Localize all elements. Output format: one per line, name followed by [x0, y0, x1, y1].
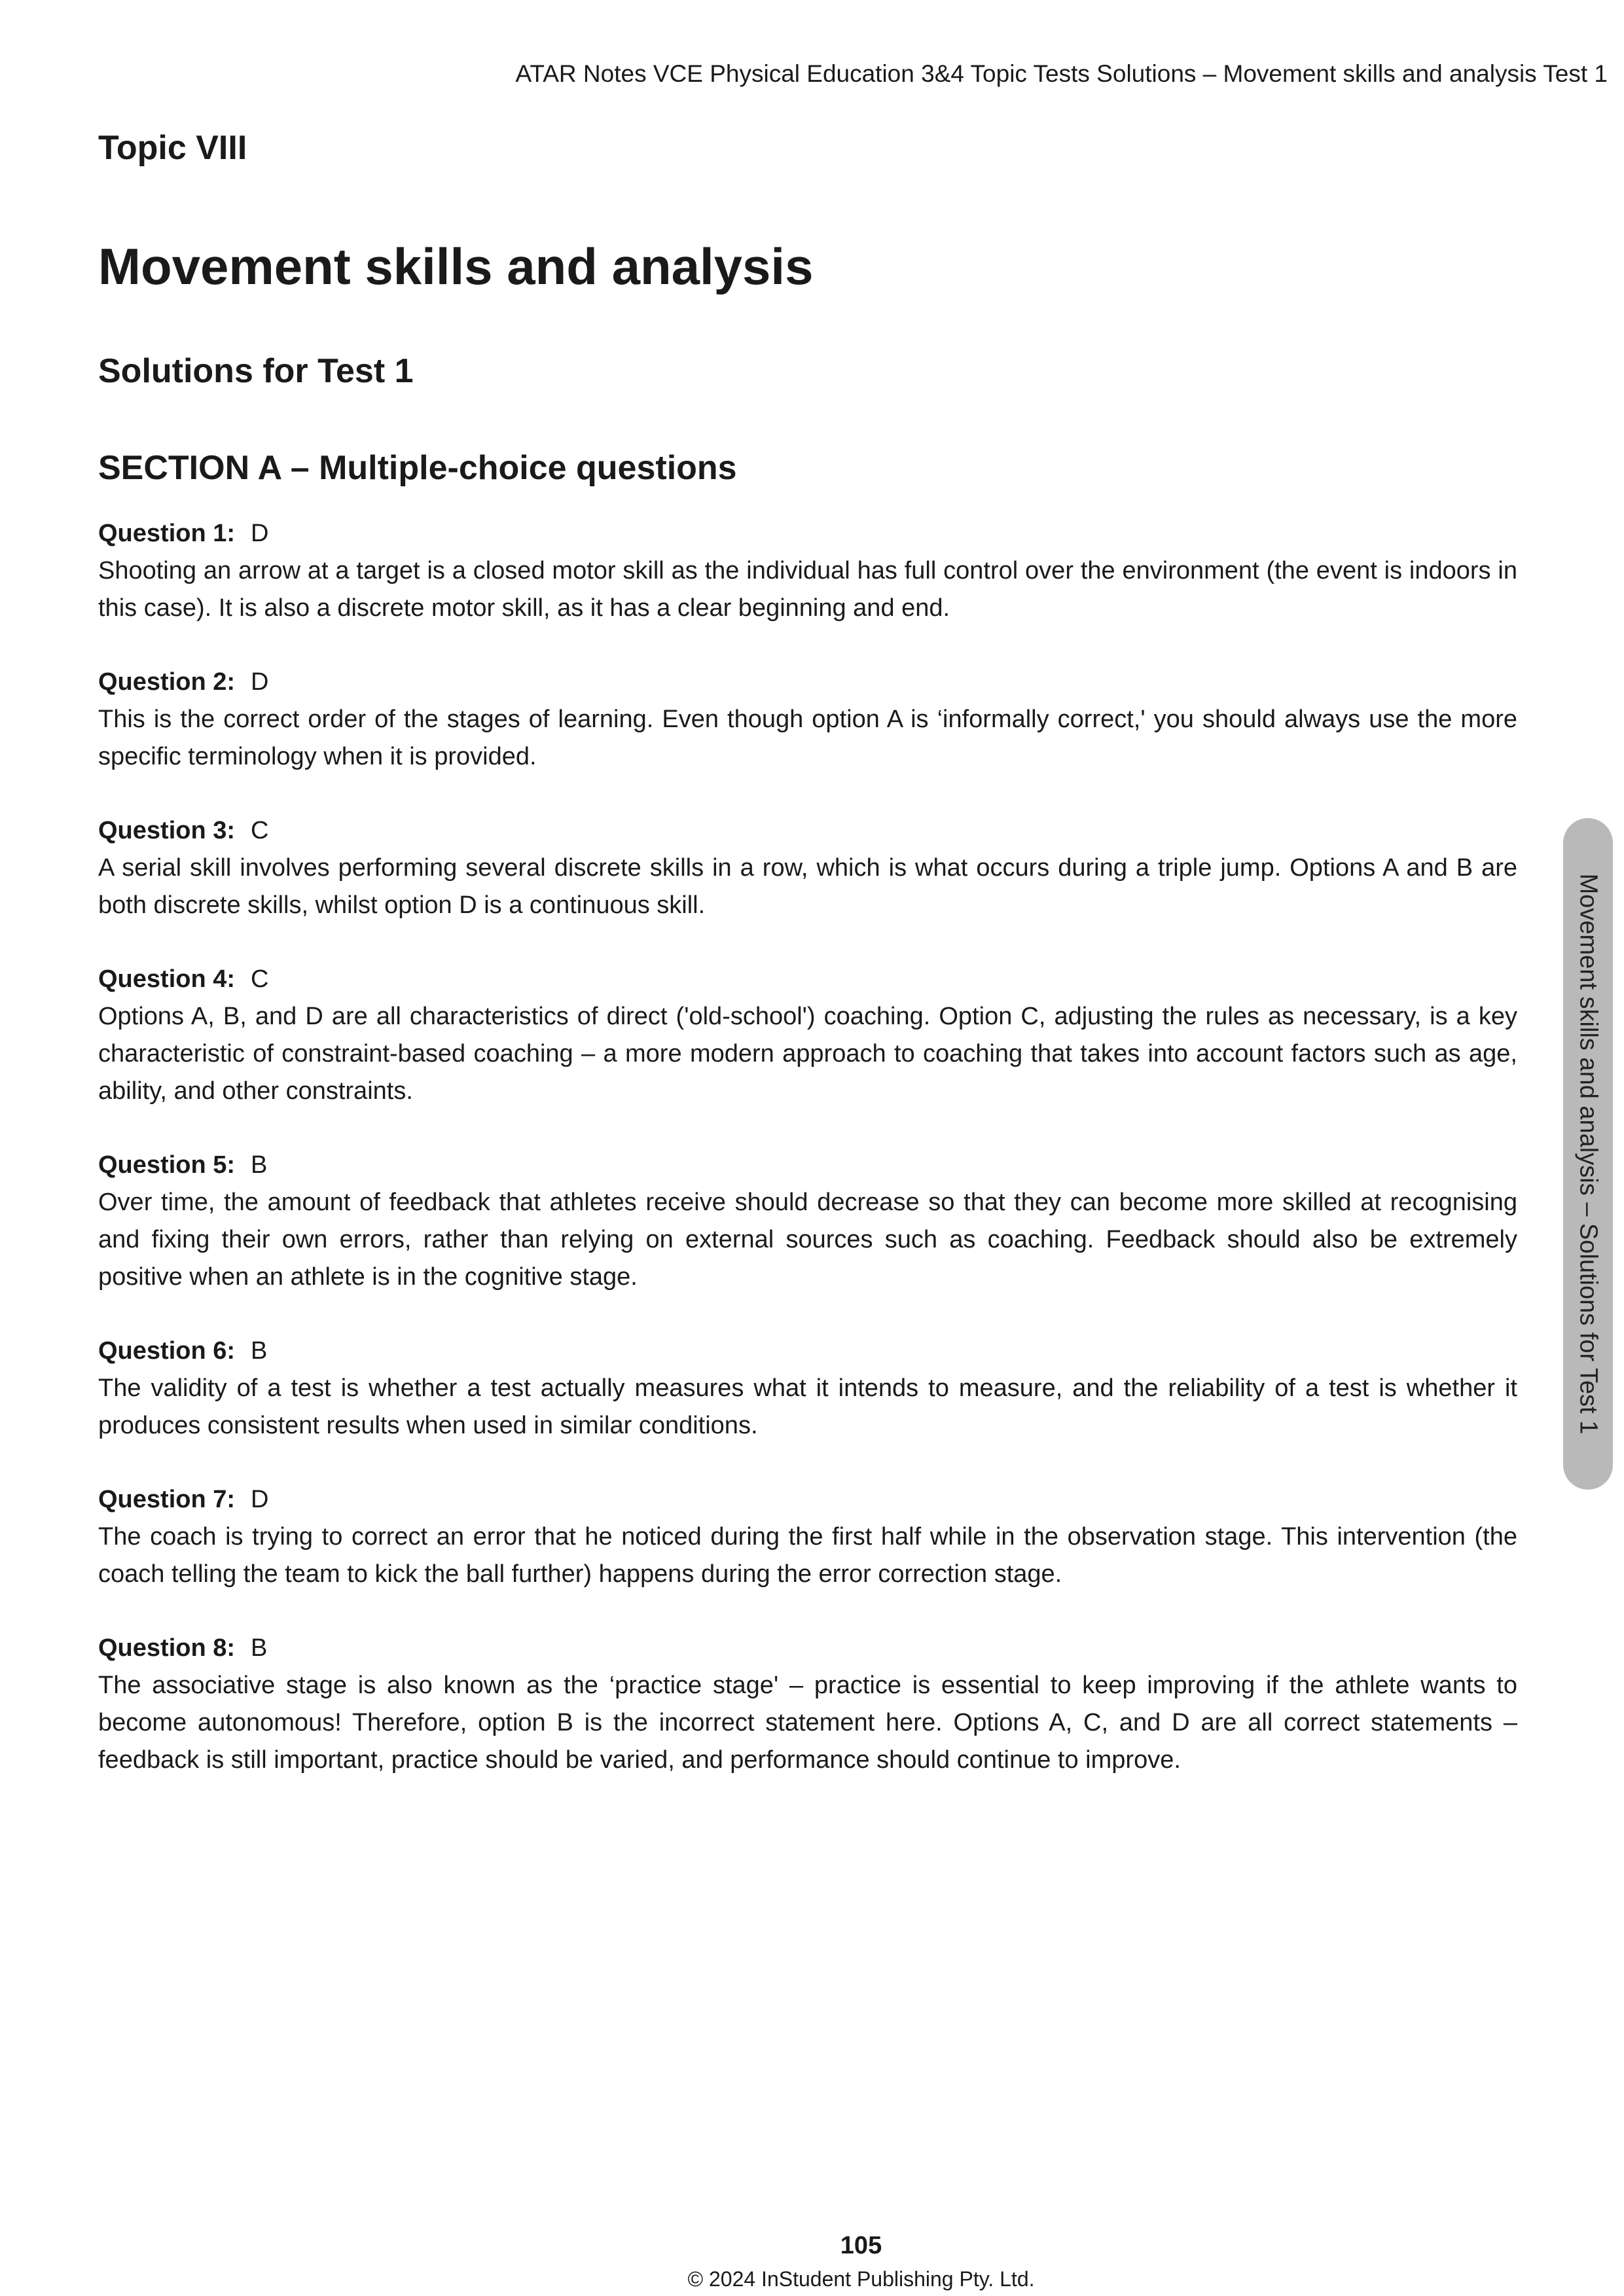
question-label: Question 2:	[98, 668, 236, 696]
question-answer: B	[251, 1337, 268, 1365]
question-answer: B	[251, 1634, 268, 1662]
question-explanation: The associative stage is also known as the ‘practice stage' – practice is essential to keep improving if the athlete wants to become autonomous! Therefore, option B is the incorrect statement here. Options A, C, and D are all correct statements – feedback is still important, practice should be varied, and performance should continue to improve.	[98, 1672, 1517, 1774]
question-item	[98, 1630, 1517, 1779]
question-heading	[98, 1147, 1517, 1184]
page-title: Movement skills and analysis	[98, 238, 814, 295]
question-answer: C	[251, 965, 269, 993]
question-label: Question 3:	[98, 817, 236, 844]
question-item	[98, 1147, 1517, 1296]
question-explanation: The validity of a test is whether a test actually measures what it intends to measure, and the reliability of a test is whether it produces consistent results when used in similar conditions.	[98, 1374, 1517, 1439]
question-explanation: A serial skill involves performing several discrete skills in a row, which is what occurs during a triple jump. Options A and B are both discrete skills, whilst option D is a continuous skill.	[98, 854, 1517, 919]
question-label: Question 4:	[98, 965, 236, 993]
question-item	[98, 664, 1517, 776]
side-tab-label: Movement skills and analysis – Solutions for Test 1	[1574, 873, 1602, 1435]
section-heading: SECTION A – Multiple-choice questions	[98, 449, 737, 487]
question-heading	[98, 961, 1517, 998]
question-explanation: Shooting an arrow at a target is a closed motor skill as the individual has full control over the environment (the event is indoors in this case). It is also a discrete motor skill, as it has a clear beginning and end.	[98, 557, 1517, 622]
page-content	[98, 131, 1517, 1816]
page-number: 105	[840, 2232, 882, 2259]
question-label: Question 7:	[98, 1486, 236, 1513]
page-subtitle: Solutions for Test 1	[98, 352, 414, 390]
question-explanation: This is the correct order of the stages of learning. Even though option A is ‘informally correct,' you should always use the more specific terminology when it is provided.	[98, 706, 1517, 770]
question-item	[98, 961, 1517, 1110]
question-answer: C	[251, 817, 269, 844]
side-tab	[1563, 818, 1613, 1490]
question-heading	[98, 515, 1517, 552]
question-item	[98, 1333, 1517, 1444]
running-header: ATAR Notes VCE Physical Education 3&4 Topic Tests Solutions – Movement skills and analysis Test 1	[515, 60, 1608, 87]
question-answer: D	[251, 520, 269, 547]
question-label: Question 1:	[98, 520, 236, 547]
question-answer: D	[251, 668, 269, 696]
question-heading	[98, 664, 1517, 701]
question-heading	[98, 1481, 1517, 1518]
question-heading	[98, 812, 1517, 850]
question-label: Question 8:	[98, 1634, 236, 1662]
question-item	[98, 812, 1517, 924]
question-answer: B	[251, 1151, 268, 1179]
question-heading	[98, 1333, 1517, 1370]
question-label: Question 6:	[98, 1337, 236, 1365]
question-item	[98, 1481, 1517, 1593]
question-explanation: Over time, the amount of feedback that athletes receive should decrease so that they can become more skilled at recognising and fixing their own errors, rather than relying on external sources such as coaching. Feedback should also be extremely positive when an athlete is in the cognitive stage.	[98, 1189, 1517, 1291]
topic-label: Topic VIII	[98, 129, 247, 167]
copyright-notice: © 2024 InStudent Publishing Pty. Ltd.	[687, 2267, 1035, 2291]
question-explanation: Options A, B, and D are all characteristics of direct ('old-school') coaching. Option C, adjusting the rules as necessary, is a key characteristic of constraint-based coaching – a more modern approach to coaching that takes into account factors such as age, ability, and other constraints.	[98, 1003, 1517, 1105]
question-item	[98, 515, 1517, 627]
question-answer: D	[251, 1486, 269, 1513]
question-explanation: The coach is trying to correct an error that he noticed during the first half while in the observation stage. This intervention (the coach telling the team to kick the ball further) happens during the error correction stage.	[98, 1523, 1517, 1588]
question-heading	[98, 1630, 1517, 1667]
question-list	[98, 515, 1517, 1779]
question-label: Question 5:	[98, 1151, 236, 1179]
